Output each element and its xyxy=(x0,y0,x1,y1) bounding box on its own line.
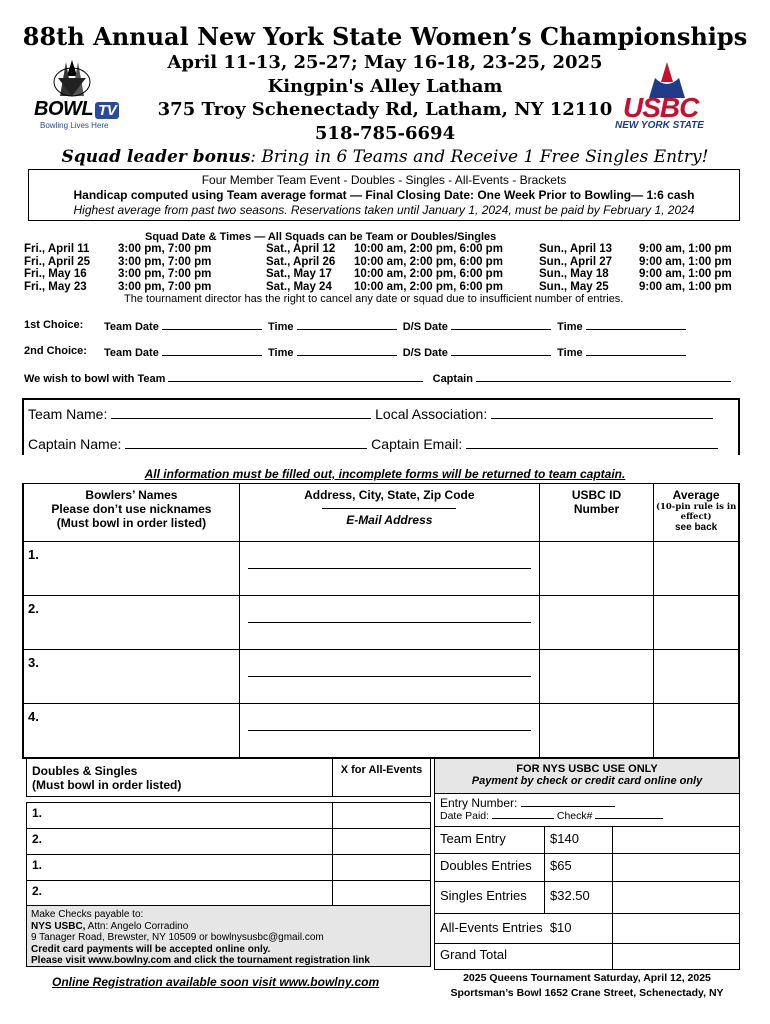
queens-tournament-line2: Sportsman’s Bowl 1652 Crane Street, Schenectady, NY xyxy=(450,987,724,999)
doubles-singles-table xyxy=(26,758,431,907)
squad-day: Fri., April 11 xyxy=(24,243,90,255)
fee-amount: $65 xyxy=(545,854,613,882)
fee-row xyxy=(435,827,740,854)
squad-day: Sat., May 24 xyxy=(266,281,332,293)
payment-info-box: Make Checks payable to: NYS USBC, Attn: Angelo Corradino 9 Tanager Road, Brewster, NY 10509 or bowlnysusbc@gmail.com Credit card payments will be accepted online only. Please visit www.bowlny.com and click the tournament registration link xyxy=(26,905,431,967)
bowl-with-team-field[interactable] xyxy=(168,371,423,382)
first-ds-date-field[interactable] xyxy=(451,319,551,330)
squad-times: 10:00 am, 2:00 pm, 6:00 pm xyxy=(354,243,503,255)
tournament-dates: April 11-13, 25-27; May 16-18, 23-25, 2025 xyxy=(167,52,603,73)
fee-label: Singles Entries xyxy=(435,882,545,914)
grand-total-label: Grand Total xyxy=(435,944,613,970)
usbc-logo xyxy=(615,62,740,134)
bowler-address-cell[interactable] xyxy=(239,650,539,704)
captain-row: Captain Name: Captain Email: xyxy=(28,436,718,452)
local-association-field[interactable] xyxy=(491,406,713,419)
squad-day: Sat., April 26 xyxy=(266,256,336,268)
squad-times: 9:00 am, 1:00 pm xyxy=(639,268,732,280)
bowler-address-cell[interactable] xyxy=(239,542,539,596)
singles-name-cell[interactable]: 2. xyxy=(27,881,333,907)
fee-row xyxy=(435,882,740,914)
event-info-box xyxy=(28,169,740,221)
table-row xyxy=(23,704,739,758)
first-time-field[interactable] xyxy=(297,319,397,330)
second-choice-row: Team Date Time D/S Date Time xyxy=(104,345,686,359)
entry-number-field[interactable] xyxy=(521,796,615,807)
allevents-cell[interactable] xyxy=(333,855,431,881)
date-paid-field[interactable] xyxy=(492,810,554,819)
info-line-reservations: Highest average from past two seasons. Reservations taken until January 1, 2024, must be paid by February 1, 2024 xyxy=(73,203,695,217)
allevents-cell[interactable] xyxy=(333,829,431,855)
squad-times: 9:00 am, 1:00 pm xyxy=(639,256,732,268)
second-choice-label: 2nd Choice: xyxy=(24,345,87,357)
grand-total-cell[interactable] xyxy=(613,944,740,970)
fee-total-cell[interactable] xyxy=(613,882,740,914)
fee-label: All-Events Entries $10 xyxy=(435,914,613,944)
table-row xyxy=(27,855,431,881)
bowler-usbc-id-cell[interactable] xyxy=(539,704,654,758)
doubles-title-cell: Doubles & Singles (Must bowl in order listed) xyxy=(27,759,333,797)
doubles-header-row xyxy=(27,759,431,797)
second-time-field[interactable] xyxy=(297,345,397,356)
captain-name-field[interactable] xyxy=(125,436,367,449)
fee-row xyxy=(435,914,740,944)
bowler-average-cell[interactable] xyxy=(654,650,739,704)
second-ds-date-field[interactable] xyxy=(451,345,551,356)
fee-amount: $32.50 xyxy=(545,882,613,914)
allevents-header: X for All-Events xyxy=(333,759,431,797)
venue-phone: 518-785-6694 xyxy=(314,123,456,144)
first-choice-label: 1st Choice: xyxy=(24,319,84,331)
squad-day: Sun., April 13 xyxy=(539,243,613,255)
squad-times: 9:00 am, 1:00 pm xyxy=(639,281,732,293)
bowler-usbc-id-cell[interactable] xyxy=(539,650,654,704)
doubles-name-cell[interactable]: 1. xyxy=(27,803,333,829)
squad-day: Sat., April 12 xyxy=(266,243,336,255)
first-choice-row: Team Date Time D/S Date Time xyxy=(104,319,686,333)
entry-number-cell: Entry Number: Date Paid: Check# xyxy=(435,794,740,827)
fee-total-cell[interactable] xyxy=(613,914,740,944)
bowl-with-captain-field[interactable] xyxy=(476,371,731,382)
entry-number-row xyxy=(435,794,740,827)
squad-times: 3:00 pm, 7:00 pm xyxy=(118,268,212,280)
fee-total-cell[interactable] xyxy=(613,827,740,854)
bowler-name-cell[interactable]: 1. xyxy=(23,542,239,596)
squad-times: 3:00 pm, 7:00 pm xyxy=(118,281,212,293)
table-row xyxy=(23,542,739,596)
bowler-name-cell[interactable]: 4. xyxy=(23,704,239,758)
squad-times: 10:00 am, 2:00 pm, 6:00 pm xyxy=(354,256,503,268)
table-row xyxy=(23,650,739,704)
office-use-subtitle: Payment by check or credit card online only xyxy=(471,775,703,787)
grand-total-row xyxy=(435,944,740,970)
squad-header: Squad Date & Times — All Squads can be Team or Doubles/Singles xyxy=(145,231,497,243)
table-row xyxy=(27,803,431,829)
col-average: Average (10-pin rule is in effect) see back xyxy=(654,484,739,542)
squad-times: 10:00 am, 2:00 pm, 6:00 pm xyxy=(354,281,503,293)
squad-day: Fri., May 23 xyxy=(24,281,87,293)
squad-times: 10:00 am, 2:00 pm, 6:00 pm xyxy=(354,268,503,280)
queens-tournament-line1: 2025 Queens Tournament Saturday, April 12, 2025 xyxy=(463,972,711,984)
bowltv-text: BOWL TV xyxy=(34,98,119,121)
squad-disclaimer: The tournament director has the right to cancel any date or squad due to insufficient number of entries. xyxy=(124,293,624,305)
allevents-cell[interactable] xyxy=(333,803,431,829)
office-use-title: FOR NYS USBC USE ONLY xyxy=(516,763,658,775)
bowlers-table xyxy=(22,483,740,759)
usbc-subtitle: NEW YORK STATE xyxy=(615,120,704,131)
second-team-date-field[interactable] xyxy=(162,345,262,356)
allevents-cell[interactable] xyxy=(333,881,431,907)
bowler-average-cell[interactable] xyxy=(654,542,739,596)
table-row xyxy=(23,596,739,650)
bowltv-logo xyxy=(30,56,130,134)
fee-label: Doubles Entries xyxy=(435,854,545,882)
squad-bonus-label: Squad leader bonus xyxy=(61,147,251,167)
bowler-usbc-id-cell[interactable] xyxy=(539,542,654,596)
venue-address: 375 Troy Schenectady Rd, Latham, NY 12110 xyxy=(157,99,613,120)
fee-label: Team Entry xyxy=(435,827,545,854)
squad-day: Sun., May 18 xyxy=(539,268,609,280)
col-address-email: Address, City, State, Zip Code E-Mail Address xyxy=(239,484,539,542)
fee-total-cell[interactable] xyxy=(613,854,740,882)
bowler-name-cell[interactable]: 3. xyxy=(23,650,239,704)
bowltv-tagline: Bowling Lives Here xyxy=(40,121,109,130)
col-bowler-names: Bowlers’ Names Please don’t use nicknames (Must bowl in order listed) xyxy=(23,484,239,542)
squad-times: 3:00 pm, 7:00 pm xyxy=(118,243,212,255)
page-title: 88th Annual New York State Women’s Championships xyxy=(22,22,748,51)
table-row xyxy=(27,881,431,907)
squad-times: 3:00 pm, 7:00 pm xyxy=(118,256,212,268)
bowler-usbc-id-cell[interactable] xyxy=(539,596,654,650)
captain-email-field[interactable] xyxy=(466,436,718,449)
bowler-name-cell[interactable]: 2. xyxy=(23,596,239,650)
squad-day: Fri., April 25 xyxy=(24,256,91,268)
form-notice: All information must be filled out, incomplete forms will be returned to team captain. xyxy=(144,467,626,481)
bowlers-header-row xyxy=(23,484,739,542)
office-fees-table xyxy=(434,793,740,970)
squad-bonus-text: : Bring in 6 Teams and Receive 1 Free Singles Entry! xyxy=(250,147,709,167)
squad-day: Sun., April 27 xyxy=(539,256,613,268)
squad-day: Fri., May 16 xyxy=(24,268,87,280)
bowler-address-cell[interactable] xyxy=(239,596,539,650)
fee-row xyxy=(435,854,740,882)
check-number-field[interactable] xyxy=(595,810,663,819)
col-usbc-id: USBC ID Number xyxy=(539,484,654,542)
team-name-row: Team Name: Local Association: xyxy=(28,406,713,422)
doubles-name-cell[interactable]: 2. xyxy=(27,829,333,855)
table-row xyxy=(27,829,431,855)
second-ds-time-field[interactable] xyxy=(586,345,686,356)
squad-leader-bonus xyxy=(0,147,770,167)
singles-name-cell[interactable]: 1. xyxy=(27,855,333,881)
bowler-average-cell[interactable] xyxy=(654,704,739,758)
venue-name: Kingpin's Alley Latham xyxy=(267,76,503,97)
team-info-box xyxy=(22,398,740,455)
first-team-date-field[interactable] xyxy=(162,319,262,330)
fee-amount: $140 xyxy=(545,827,613,854)
squad-day: Sun., May 25 xyxy=(539,281,609,293)
bowler-address-cell[interactable] xyxy=(239,704,539,758)
squad-day: Sat., May 17 xyxy=(266,268,332,280)
info-line-events: Four Member Team Event - Doubles - Singles - All-Events - Brackets xyxy=(201,173,567,187)
first-ds-time-field[interactable] xyxy=(586,319,686,330)
team-name-field[interactable] xyxy=(111,406,371,419)
info-line-handicap: Handicap computed using Team average format — Final Closing Date: One Week Prior to Bowling— 1:6 cash xyxy=(73,188,695,202)
online-registration-link[interactable]: Online Registration available soon visit www.bowlny.com xyxy=(52,975,380,989)
bowl-with-row: We wish to bowl with Team Captain xyxy=(24,371,731,385)
usbc-text: USBC xyxy=(623,92,699,123)
bowler-average-cell[interactable] xyxy=(654,596,739,650)
squad-times: 9:00 am, 1:00 pm xyxy=(639,243,732,255)
